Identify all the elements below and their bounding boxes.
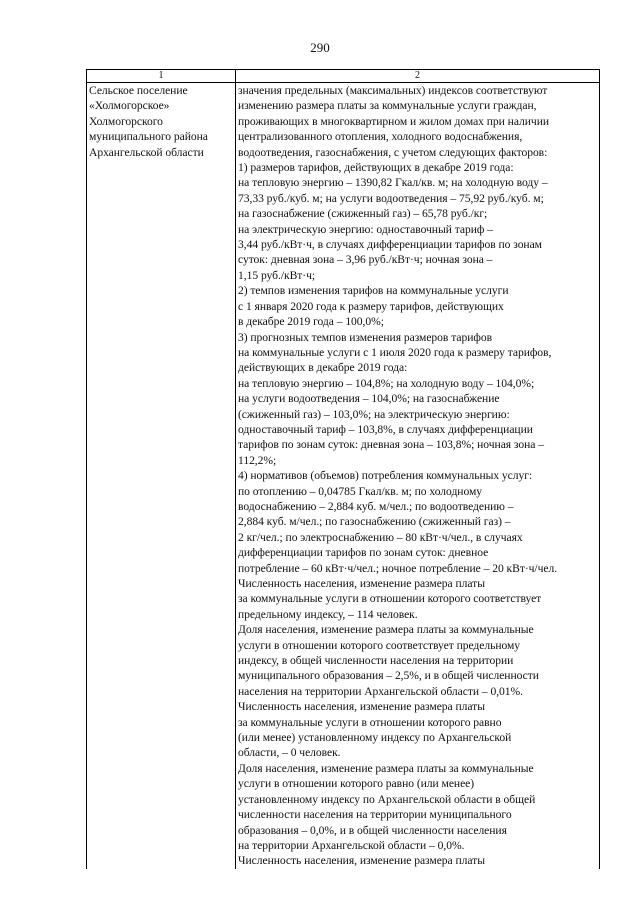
description-line: области, – 0 человек. (238, 746, 341, 760)
description-line: предельному индексу, – 114 человек. (238, 607, 418, 621)
description-line: на газоснабжение (сжиженный газ) – 65,78 руб./кг; (238, 207, 488, 221)
description-line: тарифов по зонам суток: дневная зона – 103,8%; ночная зона – (238, 438, 544, 452)
description-line: одноставочный тариф – 103,8%, в случаях дифференциации (238, 422, 533, 436)
table-row (87, 83, 600, 869)
description-line: за коммунальные услуги в отношении которого соответствует (238, 592, 542, 606)
table-header-row (87, 70, 600, 83)
region-cell (87, 83, 236, 869)
description-line: водоотведения, газоснабжения, с учетом следующих факторов: (238, 145, 548, 159)
description-line: муниципального образования – 2,5%, и в общей численности (238, 669, 539, 683)
description-line: проживающих в многоквартирном и жилом домах при наличии (238, 114, 550, 128)
description-line: значения предельных (максимальных) индексов соответствуют (238, 84, 548, 97)
region-name-line: «Холмогорское» (89, 99, 170, 113)
description-line: 3,44 руб./кВт·ч, в случаях дифференциации тарифов по зонам (238, 238, 542, 252)
region-name-line: муниципального района (89, 130, 208, 144)
description-line: индексу, в общей численности населения на территории (238, 654, 514, 668)
description-line: населения на территории Архангельской области – 0,01%. (238, 684, 523, 698)
description-line: изменению размера платы за коммунальные услуги граждан, (238, 99, 537, 113)
description-line: Доля населения, изменение размера платы за коммунальные (238, 623, 534, 637)
description-line: (или менее) установленному индексу по Архангельской (238, 731, 512, 745)
description-line: 1) размеров тарифов, действующих в декабре 2019 года: (238, 161, 514, 175)
description-line: на услуги водоотведения – 104,0%; на газоснабжение (238, 392, 500, 406)
description-line: водоснабжению – 2,884 куб. м/чел.; по водоотведению – (238, 499, 514, 513)
region-name-line: Сельское поселение (89, 84, 188, 97)
column-2-header: 2 (236, 70, 600, 83)
region-name (89, 83, 233, 160)
description-line: 112,2%; (238, 453, 277, 467)
document-table (86, 69, 600, 869)
description-line: (сжиженный газ) – 103,0%; на электрическую энергию: (238, 407, 510, 421)
column-1-header: 1 (87, 70, 236, 83)
description-line: на тепловую энергию – 104,8%; на холодную воду – 104,0%; (238, 376, 535, 390)
description-line: Численность населения, изменение размера платы (238, 577, 485, 590)
description-line: услуги в отношении которого равно (или менее) (238, 777, 475, 791)
description-line: дифференциации тарифов по зонам суток: дневное (238, 546, 489, 560)
description-line: 3) прогнозных темпов изменения размеров тарифов (238, 330, 492, 344)
description-line: суток: дневная зона – 3,96 руб./кВт·ч; ночная зона – (238, 253, 493, 267)
description-line: образования – 0,0%, и в общей численности населения (238, 823, 507, 837)
description-line: 2,884 куб. м/чел.; по газоснабжению (сжиженный газ) – (238, 515, 511, 529)
description-line: 4) нормативов (объемов) потребления коммунальных услуг: (238, 469, 533, 483)
description-line: 1,15 руб./кВт·ч; (238, 268, 316, 282)
description-line: в декабре 2019 года – 100,0%; (238, 315, 384, 329)
description-line: на тепловую энергию – 1390,82 Гкал/кв. м; на холодную воду – (238, 176, 548, 190)
description-line: на территории Архангельской области – 0,0%. (238, 838, 465, 852)
description-line: установленному индексу по Архангельской области в общей (238, 792, 536, 806)
description-line: 2) темпов изменения тарифов на коммунальные услуги (238, 284, 509, 298)
region-name-line: Холмогорского (89, 114, 163, 128)
description-line: численности населения на территории муниципального (238, 808, 512, 822)
description-line: 2 кг/чел.; по электроснабжению – 80 кВт·ч/чел., в случаях (238, 530, 523, 544)
description-line: действующих в декабре 2019 года: (238, 361, 408, 375)
description-line: на электрическую энергию: одноставочный тариф – (238, 222, 493, 236)
description-line: 73,33 руб./куб. м; на услуги водоотведения – 75,92 руб./куб. м; (238, 191, 544, 205)
description-line: Численность населения, изменение размера платы (238, 700, 485, 714)
description-line: с 1 января 2020 года к размеру тарифов, действующих (238, 299, 504, 313)
page-number: 290 (310, 40, 330, 55)
description-text (238, 83, 597, 869)
description-line: по отоплению – 0,04785 Гкал/кв. м; по холодному (238, 484, 483, 498)
description-cell (236, 83, 600, 869)
description-line: централизованного отопления, холодного водоснабжения, (238, 130, 523, 144)
description-line: услуги в отношении которого соответствует предельному (238, 638, 521, 652)
description-line: Численность населения, изменение размера платы (238, 854, 485, 868)
description-line: на коммунальные услуги с 1 июля 2020 года к размеру тарифов, (238, 345, 552, 359)
description-line: Доля населения, изменение размера платы за коммунальные (238, 761, 534, 775)
description-line: потребление – 60 кВт·ч/чел.; ночное потребление – 20 кВт·ч/чел. (238, 561, 558, 575)
region-name-line: Архангельской области (89, 145, 204, 159)
description-line: за коммунальные услуги в отношении которого равно (238, 715, 502, 729)
